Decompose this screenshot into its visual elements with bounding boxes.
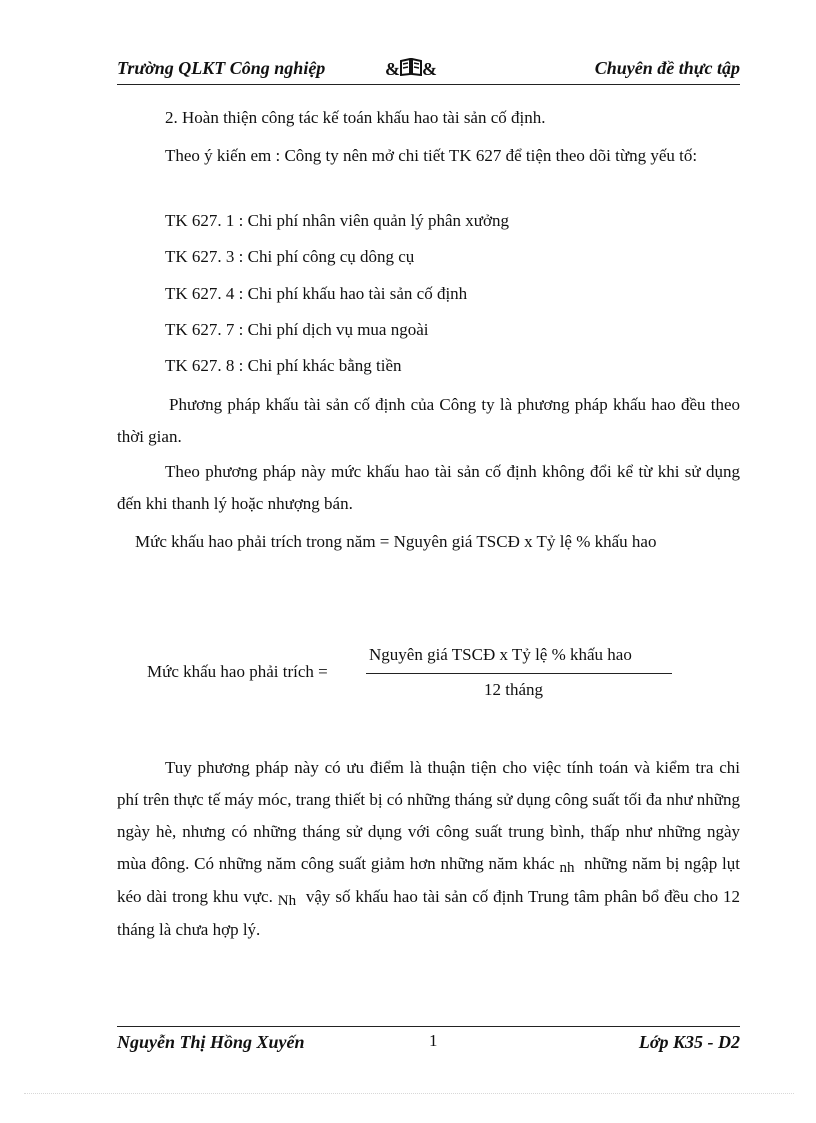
topic-title: Chuyên đề thực tập (594, 58, 740, 78)
para4-part2: những năm bị ngập lụt kéo dài trong khu vực. (117, 854, 741, 906)
abbrev-nh: nh (559, 860, 575, 876)
page-header (117, 58, 740, 85)
formula-yearly: Mức khấu hao phải trích trong năm = Nguyên giá TSCĐ x Tỷ lệ % khấu hao (135, 532, 657, 551)
ornament-right: & (422, 59, 437, 79)
abbrev-nh-cap: Nh (277, 893, 297, 909)
paragraph-intro: Theo ý kiến em : Công ty nên mở chi tiết TK 627 để tiện theo dõi từng yếu tố: (165, 146, 698, 165)
para4-part1: Tuy phương pháp này có ưu điểm là thuận tiện cho việc tính toán và kiểm tra chi phí trên thực tế máy móc, trang thiết bị có những tháng sử dụng công suất tối đa như những ngày hè, nhưng có những tháng sử dụng với công suất trung bình, thấp như những ngày mùa đông. Có những năm công suất giảm hơn những năm khác (117, 758, 741, 873)
header-ornament (385, 58, 437, 81)
class-code: Lớp K35 - D2 (638, 1032, 740, 1052)
fraction-bar (366, 673, 672, 674)
para4-part3: vậy số khấu hao tài sản cố định Trung tâm phân bổ đều cho 12 tháng là chưa hợp lý. (117, 887, 740, 939)
author-name: Nguyễn Thị Hồng Xuyến (117, 1032, 305, 1052)
account-item: TK 627. 3 : Chi phí công cụ dông cụ (165, 247, 415, 266)
open-book-icon (400, 58, 422, 81)
page-number: 1 (429, 1031, 438, 1050)
paragraph-method: Phương pháp khấu tài sản cố định của Công ty là phương pháp khấu hao đều theo thời gian. (117, 395, 740, 446)
formula-numerator: Nguyên giá TSCĐ x Tỷ lệ % khấu hao (369, 645, 632, 664)
paragraph-explanation: Theo phương pháp này mức khấu hao tài sản cố định không đổi kể từ khi sử dụng đến khi thanh lý hoặc nhượng bán. (117, 462, 740, 513)
page-edge-divider (24, 1093, 794, 1094)
paragraph-evaluation (117, 752, 740, 946)
school-name: Trường QLKT Công nghiệp (117, 58, 326, 78)
formula-denominator: 12 tháng (484, 680, 544, 699)
account-item: TK 627. 8 : Chi phí khác bằng tiền (165, 356, 402, 375)
account-item: TK 627. 7 : Chi phí dịch vụ mua ngoài (165, 320, 429, 339)
account-item: TK 627. 4 : Chi phí khấu hao tài sản cố định (165, 284, 468, 303)
account-item: TK 627. 1 : Chi phí nhân viên quản lý phân xưởng (165, 211, 510, 230)
ornament-left: & (385, 59, 400, 79)
page-footer (117, 1026, 740, 1067)
formula-lhs: Mức khấu hao phải trích = (147, 662, 328, 681)
section-title: 2. Hoàn thiện công tác kế toán khấu hao tài sản cố định. (165, 108, 546, 127)
